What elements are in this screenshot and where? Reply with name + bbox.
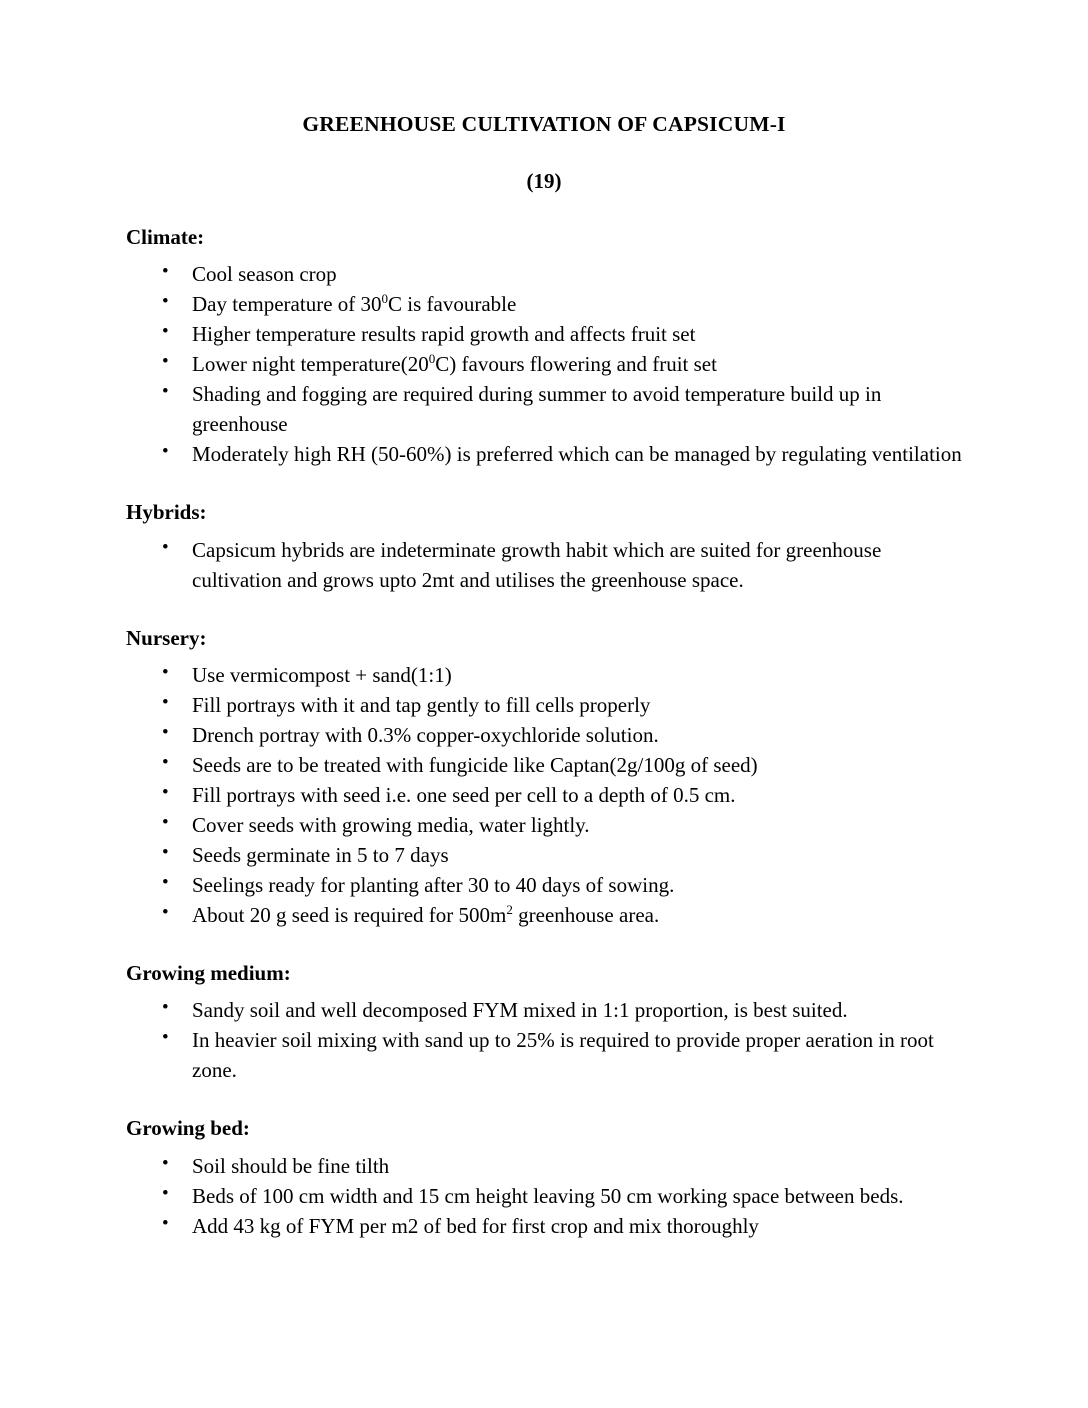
list-item-text: Soil should be fine tilth xyxy=(192,1153,390,1178)
list-item-text: Use vermicompost + sand(1:1) xyxy=(192,662,452,687)
list-item-text: Fill portrays with it and tap gently to fill cells properly xyxy=(192,692,651,717)
list-item-text: Drench portray with 0.3% copper-oxychloride solution. xyxy=(192,722,659,747)
list-item xyxy=(120,379,968,439)
list-item xyxy=(120,349,968,379)
section-heading: Climate: xyxy=(126,224,205,249)
list-item xyxy=(120,660,968,690)
list-item-text: Beds of 100 cm width and 15 cm height leaving 50 cm working space between beds. xyxy=(192,1183,904,1208)
list-item-text: About 20 g seed is required for 500m xyxy=(192,903,507,927)
list-item xyxy=(120,1151,968,1181)
list-item xyxy=(120,780,968,810)
list-item-text: Day temperature of 30 xyxy=(192,292,382,317)
list-item-text: Add 43 kg of FYM per m2 of bed for first crop and mix thoroughly xyxy=(192,1213,759,1238)
list-item-text: Capsicum hybrids are indeterminate growth habit which are suited for greenhouse cultivation and grows upto 2mt and utilises the greenhouse space. xyxy=(192,537,882,592)
list-item-text: Sandy soil and well decomposed FYM mixed in 1:1 proportion, is best suited. xyxy=(192,998,848,1023)
list-item xyxy=(120,720,968,750)
list-item-text: Cool season crop xyxy=(192,262,337,287)
section-heading: Nursery: xyxy=(126,625,207,650)
list-item xyxy=(120,1025,968,1085)
list-item xyxy=(120,840,968,870)
list-item-text: Fill portrays with seed i.e. one seed per cell to a depth of 0.5 cm. xyxy=(192,782,736,807)
section-bullet-list xyxy=(120,259,968,469)
list-item-text: Seelings ready for planting after 30 to 40 days of sowing. xyxy=(192,872,675,897)
list-item xyxy=(120,810,968,840)
list-item-text: Higher temperature results rapid growth and affects fruit set xyxy=(192,322,696,347)
section-heading: Hybrids: xyxy=(126,500,207,525)
section-bullet-list xyxy=(120,1151,968,1241)
list-item xyxy=(120,900,968,930)
superscript-text: 2 xyxy=(506,902,513,917)
list-item xyxy=(120,439,968,469)
list-item xyxy=(120,289,968,319)
list-item-text: Seeds germinate in 5 to 7 days xyxy=(192,842,449,867)
section-bullet-list xyxy=(120,660,968,930)
list-item-text: In heavier soil mixing with sand up to 25% is required to provide proper aeration in root zone. xyxy=(192,1028,934,1083)
list-item xyxy=(120,319,968,349)
list-item-text: Cover seeds with growing media, water lightly. xyxy=(192,812,590,837)
section-bullet-list xyxy=(120,535,968,595)
list-item-text: Moderately high RH (50-60%) is preferred which can be managed by regulating ventilation xyxy=(192,442,962,467)
list-item xyxy=(120,995,968,1025)
list-item-text-cont: greenhouse area. xyxy=(512,903,660,927)
list-item xyxy=(120,1211,968,1241)
section-heading: Growing medium: xyxy=(126,961,291,986)
list-item-text: Seeds are to be treated with fungicide like Captan(2g/100g of seed) xyxy=(192,752,758,777)
list-item xyxy=(120,1181,968,1211)
document-body xyxy=(120,224,968,1241)
list-item-text: Shading and fogging are required during summer to avoid temperature build up in greenhouse xyxy=(192,382,882,437)
superscript-text: 0 xyxy=(381,291,389,307)
list-item-text-cont: C is favourable xyxy=(388,292,517,317)
list-item xyxy=(120,750,968,780)
list-item xyxy=(120,259,968,289)
list-item xyxy=(120,535,968,595)
list-item-text-cont: C) favours flowering and fruit set xyxy=(435,352,717,377)
page-number-label: (19) xyxy=(526,168,562,193)
superscript-text: 0 xyxy=(428,351,436,367)
list-item-text: Lower night temperature(20 xyxy=(192,352,429,377)
page-title: GREENHOUSE CULTIVATION OF CAPSICUM-I xyxy=(302,112,786,136)
list-item xyxy=(120,690,968,720)
section-heading: Growing bed: xyxy=(126,1116,250,1141)
section-bullet-list xyxy=(120,995,968,1085)
list-item xyxy=(120,870,968,900)
